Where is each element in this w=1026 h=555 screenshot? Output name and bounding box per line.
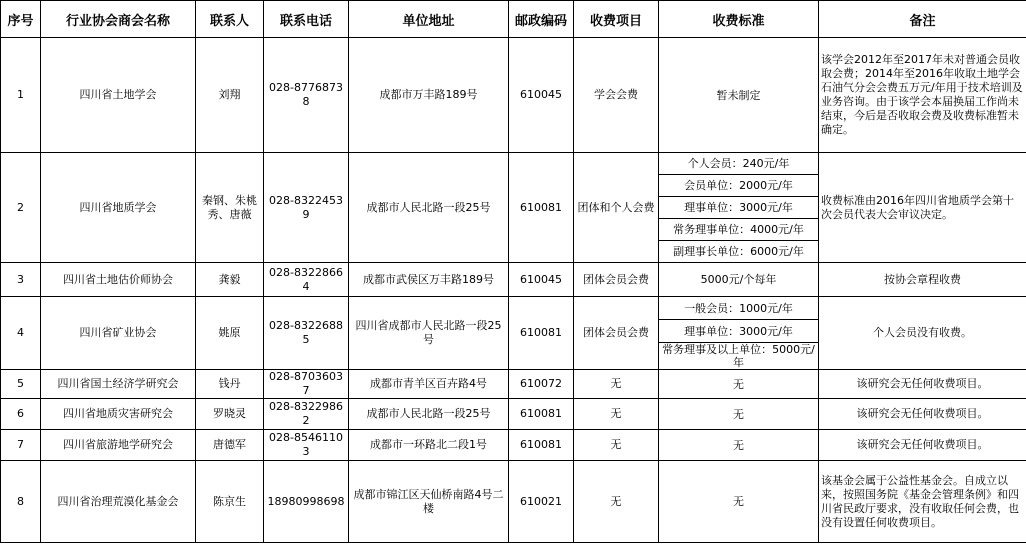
- fee-item: 无: [574, 430, 659, 461]
- fee-standard-item: 无: [733, 407, 744, 421]
- fee-standard-item: 无: [733, 377, 744, 391]
- table-row: [1, 461, 1026, 543]
- unit-address: 成都市人民北路一段25号: [349, 153, 509, 263]
- fee-standard-list: [659, 153, 818, 262]
- table-body: [1, 38, 1026, 543]
- row-number: 5: [1, 370, 41, 399]
- row-number: 2: [1, 153, 41, 263]
- contact-person: 陈京生: [196, 461, 264, 543]
- unit-address: 成都市万丰路189号: [349, 38, 509, 153]
- postal-code: 610021: [509, 461, 574, 543]
- contact-phone: 028-83226885: [264, 297, 349, 370]
- association-name: 四川省土地估价师协会: [41, 263, 196, 297]
- fee-standard-list: [659, 371, 818, 397]
- fee-standard-list: [659, 399, 818, 429]
- fee-standard-list: [659, 461, 818, 542]
- table-row: [1, 430, 1026, 461]
- unit-address: 成都市锦江区天仙桥南路4号二楼: [349, 461, 509, 543]
- contact-person: 姚原: [196, 297, 264, 370]
- unit-address: 成都市一环路北二段1号: [349, 430, 509, 461]
- note: 个人会员没有收费。: [819, 297, 1026, 370]
- row-number: 4: [1, 297, 41, 370]
- table-row: [1, 399, 1026, 430]
- header-contact: 联系人: [196, 1, 264, 38]
- fee-standard-item: 会员单位：2000元/年: [659, 174, 818, 196]
- table-row: [1, 153, 1026, 263]
- contact-person: 刘翔: [196, 38, 264, 153]
- fee-standard-list: [659, 297, 818, 369]
- fee-standard-list: [659, 38, 818, 152]
- fee-standard-item: 无: [733, 495, 744, 508]
- contact-phone: 028-85461103: [264, 430, 349, 461]
- fee-standard-list: [659, 263, 818, 296]
- association-name: 四川省地质灾害研究会: [41, 399, 196, 430]
- note: 该研究会无任何收费项目。: [819, 370, 1026, 399]
- fee-standard: [659, 297, 819, 370]
- postal-code: 610081: [509, 297, 574, 370]
- fee-standard: [659, 153, 819, 263]
- note: 该研究会无任何收费项目。: [819, 399, 1026, 430]
- fee-item: 团体和个人会费: [574, 153, 659, 263]
- contact-phone: 18980998698: [264, 461, 349, 543]
- fee-standard: [659, 461, 819, 543]
- header-fee-standard: 收费标准: [659, 1, 819, 38]
- fee-standard-item: 暂未制定: [716, 88, 761, 102]
- association-name: 四川省土地学会: [41, 38, 196, 153]
- association-name: 四川省治理荒漠化基金会: [41, 461, 196, 543]
- fee-standard-item: 个人会员：240元/年: [687, 157, 790, 170]
- row-number: 7: [1, 430, 41, 461]
- fee-standard-item: 理事单位：3000元/年: [659, 319, 818, 342]
- fee-standard: [659, 399, 819, 430]
- contact-person: 秦钢、朱桃秀、唐薇: [196, 153, 264, 263]
- fee-item: 学会会费: [574, 38, 659, 153]
- fee-item: 团体会员会费: [574, 297, 659, 370]
- contact-person: 罗晓灵: [196, 399, 264, 430]
- fee-standard-item: 无: [733, 438, 744, 452]
- fee-standard: [659, 38, 819, 153]
- fee-item: 团体会员会费: [574, 263, 659, 297]
- header-row: [1, 1, 1026, 38]
- contact-phone: 028-87036037: [264, 370, 349, 399]
- fee-standard-item: 常务理事单位：4000元/年: [659, 218, 818, 240]
- postal-code: 610045: [509, 263, 574, 297]
- row-number: 3: [1, 263, 41, 297]
- table-row: [1, 297, 1026, 370]
- header-note: 备注: [819, 1, 1026, 38]
- unit-address: 成都市武侯区万丰路189号: [349, 263, 509, 297]
- unit-address: 成都市人民北路一段25号: [349, 399, 509, 430]
- contact-phone: 028-83229862: [264, 399, 349, 430]
- row-number: 6: [1, 399, 41, 430]
- fee-standard-item: 副理事长单位：6000元/年: [659, 240, 818, 262]
- header-no: 序号: [1, 1, 41, 38]
- header-address: 单位地址: [349, 1, 509, 38]
- contact-phone: 028-83224539: [264, 153, 349, 263]
- note: 该研究会无任何收费项目。: [819, 430, 1026, 461]
- header-phone: 联系电话: [264, 1, 349, 38]
- fee-standard: [659, 370, 819, 399]
- fee-standard: [659, 263, 819, 297]
- contact-phone: 028-83228664: [264, 263, 349, 297]
- postal-code: 610045: [509, 38, 574, 153]
- association-name: 四川省国土经济学研究会: [41, 370, 196, 399]
- contact-person: 钱丹: [196, 370, 264, 399]
- table-row: [1, 263, 1026, 297]
- row-number: 1: [1, 38, 41, 153]
- fee-standard-list: [659, 430, 818, 460]
- postal-code: 610072: [509, 370, 574, 399]
- table-row: [1, 370, 1026, 399]
- postal-code: 610081: [509, 399, 574, 430]
- fee-item: 无: [574, 370, 659, 399]
- fee-item: 无: [574, 399, 659, 430]
- note: 按协会章程收费: [819, 263, 1026, 297]
- header-fee-item: 收费项目: [574, 1, 659, 38]
- unit-address: 成都市青羊区百卉路4号: [349, 370, 509, 399]
- row-number: 8: [1, 461, 41, 543]
- contact-phone: 028-87768738: [264, 38, 349, 153]
- note: 收费标准由2016年四川省地质学会第十次会员代表大会审议决定。: [819, 153, 1026, 263]
- contact-person: 唐德军: [196, 430, 264, 461]
- postal-code: 610081: [509, 430, 574, 461]
- header-name: 行业协会商会名称: [41, 1, 196, 38]
- fee-standard-item: 理事单位：3000元/年: [659, 196, 818, 218]
- contact-person: 龚毅: [196, 263, 264, 297]
- unit-address: 四川省成都市人民北路一段25号: [349, 297, 509, 370]
- header-postcode: 邮政编码: [509, 1, 574, 38]
- association-name: 四川省地质学会: [41, 153, 196, 263]
- note: 该基金会属于公益性基金会。自成立以来，按照国务院《基金会管理条例》和四川省民政厅要求，没有收取任何会费，也没有设置任何收费项目。: [819, 461, 1026, 543]
- fee-standard-item: 常务理事及以上单位：5000元/年: [659, 342, 818, 369]
- fee-standard-item: 一般会员：1000元/年: [684, 301, 793, 315]
- association-name: 四川省矿业协会: [41, 297, 196, 370]
- association-name: 四川省旅游地学研究会: [41, 430, 196, 461]
- fee-item: 无: [574, 461, 659, 543]
- fee-standard-item: 5000元/个每年: [700, 273, 777, 286]
- fee-standard: [659, 430, 819, 461]
- note: 该学会2012年至2017年未对普通会员收取会费；2014年至2016年收取土地学会石油气分会会费五万元/年用于技术培训及业务咨询。由于该学会本届换届工作尚未结束，今后是否收取会费及收费标准暂未确定。: [819, 38, 1026, 153]
- postal-code: 610081: [509, 153, 574, 263]
- table-row: [1, 38, 1026, 153]
